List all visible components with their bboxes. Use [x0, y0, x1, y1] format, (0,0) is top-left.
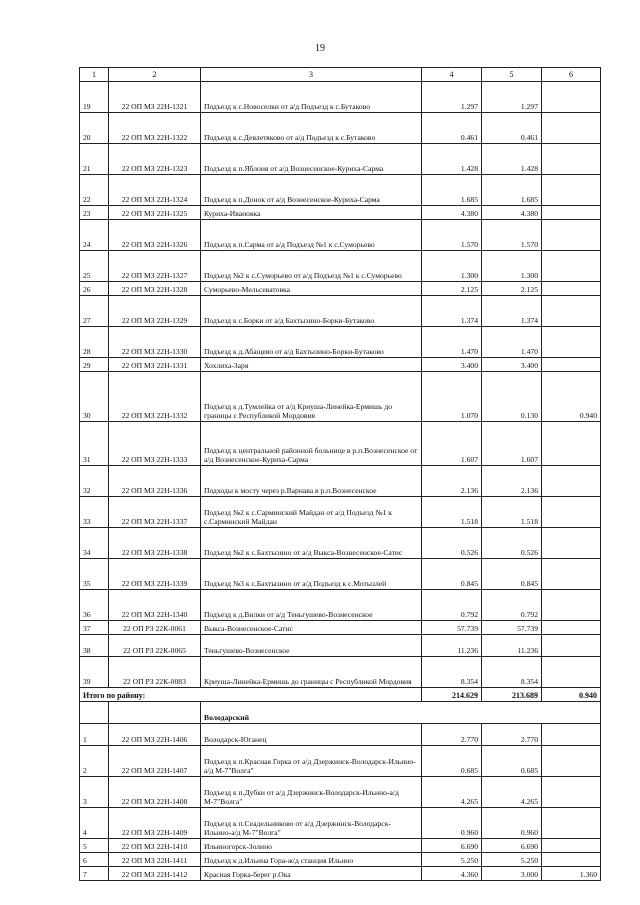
length-col6: [542, 559, 601, 590]
row-number: 7: [80, 867, 109, 881]
district-heading: Володарский: [201, 702, 601, 724]
row-number: 1: [80, 724, 109, 746]
length-total: 1.374: [422, 296, 482, 327]
road-name: Подходы к мосту через р.Варнава в р.п.Вознесенское: [201, 466, 422, 497]
roads-table: [79, 67, 601, 881]
length-col5: 11.236: [482, 635, 542, 657]
length-col5: 8.354: [482, 657, 542, 688]
road-id: 22 ОП МЗ 22Н-1340: [109, 590, 201, 621]
length-col6: [542, 853, 601, 867]
table-row: [80, 724, 601, 746]
page-number: 19: [315, 43, 325, 54]
length-col5: 1.297: [482, 82, 542, 113]
table-row: [80, 746, 601, 777]
length-col5: 1.300: [482, 251, 542, 282]
road-id: 22 ОП МЗ 22Н-1331: [109, 358, 201, 372]
road-id: 22 ОП МЗ 22Н-1329: [109, 296, 201, 327]
row-number: 3: [80, 777, 109, 808]
road-name: Выкса-Вознесенское-Сатис: [201, 621, 422, 635]
length-total: 3.400: [422, 358, 482, 372]
length-total: 1.518: [422, 497, 482, 528]
road-name: Подъезд к с.Девлетяково от а/д Подъезд к с.Бутаково: [201, 113, 422, 144]
length-total: 6.690: [422, 839, 482, 853]
length-col5: 0.845: [482, 559, 542, 590]
length-col6: [542, 808, 601, 839]
length-col5: 0.461: [482, 113, 542, 144]
road-name: Подъезд к п.Дубки от а/д Дзержинск-Володарск-Ильино-а/д М-7"Волга": [201, 777, 422, 808]
length-col5: 57.739: [482, 621, 542, 635]
road-name: Подъезд №2 к с.Сарминский Майдан от а/д Подъезд №1 к с.Сарминский Майдан: [201, 497, 422, 528]
road-name: Подъезд к д.Вилки от а/д Теньгушево-Вознесенское: [201, 590, 422, 621]
length-col6: [542, 746, 601, 777]
road-id: 22 ОП МЗ 22Н-1321: [109, 82, 201, 113]
length-col6: [542, 144, 601, 175]
road-id: 22 ОП РЗ 22К-0065: [109, 635, 201, 657]
row-number: 22: [80, 175, 109, 206]
length-col6: [542, 839, 601, 853]
length-col6: [542, 175, 601, 206]
length-col5: 2.136: [482, 466, 542, 497]
length-col6: [542, 220, 601, 251]
length-col6: [542, 296, 601, 327]
road-id: 22 ОП МЗ 22Н-1406: [109, 724, 201, 746]
road-id: 22 ОП РЗ 22К-0083: [109, 657, 201, 688]
row-number: 38: [80, 635, 109, 657]
length-col5: 0.526: [482, 528, 542, 559]
road-id: 22 ОП МЗ 22Н-1337: [109, 497, 201, 528]
length-col5: 0.130: [482, 372, 542, 422]
length-col5: 6.690: [482, 839, 542, 853]
table-row: [80, 206, 601, 220]
length-col6: [542, 282, 601, 296]
length-col6: [542, 635, 601, 657]
length-col5: 1.374: [482, 296, 542, 327]
length-col5: 2.770: [482, 724, 542, 746]
row-number: 25: [80, 251, 109, 282]
district-total-label: Итого по району:: [80, 688, 422, 702]
road-name: Суморьево-Мельсеватовка: [201, 282, 422, 296]
road-id: 22 ОП МЗ 22Н-1323: [109, 144, 201, 175]
length-total: 8.354: [422, 657, 482, 688]
road-id: 22 ОП МЗ 22Н-1326: [109, 220, 201, 251]
length-total: 1.070: [422, 372, 482, 422]
length-total: 4.380: [422, 206, 482, 220]
length-col6: [542, 206, 601, 220]
length-col6: [542, 327, 601, 358]
length-col6: [542, 590, 601, 621]
table-row: [80, 113, 601, 144]
table-row: [80, 372, 601, 422]
road-name: Ильиногорск-Золино: [201, 839, 422, 853]
row-number: 5: [80, 839, 109, 853]
column-header: 1: [80, 68, 109, 82]
length-col6: [542, 528, 601, 559]
road-id: 22 ОП МЗ 22Н-1324: [109, 175, 201, 206]
table-row: [80, 853, 601, 867]
table-row: [80, 327, 601, 358]
length-col6: 0.940: [542, 372, 601, 422]
length-col6: [542, 497, 601, 528]
length-col6: [542, 113, 601, 144]
row-number: 35: [80, 559, 109, 590]
length-total: 0.461: [422, 113, 482, 144]
road-id: 22 ОП МЗ 22Н-1411: [109, 853, 201, 867]
length-col6: 1.360: [542, 867, 601, 881]
table-row: [80, 635, 601, 657]
table-row: [80, 621, 601, 635]
length-col5: 1.518: [482, 497, 542, 528]
row-number: 33: [80, 497, 109, 528]
row-number: 2: [80, 746, 109, 777]
row-number: 37: [80, 621, 109, 635]
table-row: [80, 497, 601, 528]
length-col6: [542, 724, 601, 746]
road-name: Подъезд к п.Красная Горка от а/д Дзержинск-Володарск-Ильино-а/д М-7"Волга": [201, 746, 422, 777]
row-number: 21: [80, 144, 109, 175]
road-id: 22 ОП МЗ 22Н-1328: [109, 282, 201, 296]
length-total: 11.236: [422, 635, 482, 657]
row-number: 27: [80, 296, 109, 327]
road-name: Подъезд к с.Новоселки от а/д Подъезд к с.Бутаково: [201, 82, 422, 113]
road-name: Подъезд к центральной районной больнице в р.п.Вознесенское от а/д Вознесенское-Куриха-Сарма: [201, 422, 422, 466]
road-id: 22 ОП МЗ 22Н-1407: [109, 746, 201, 777]
length-col6: [542, 358, 601, 372]
column-header: 6: [542, 68, 601, 82]
road-name: Подъезд к д.Абащево от а/д Бахтызино-Борки-Бутаково: [201, 327, 422, 358]
table-row: [80, 422, 601, 466]
road-id: 22 ОП МЗ 22Н-1325: [109, 206, 201, 220]
row-number: 19: [80, 82, 109, 113]
length-total: 1.297: [422, 82, 482, 113]
length-total: 5.250: [422, 853, 482, 867]
length-col5: 1.470: [482, 327, 542, 358]
table-header-row: [80, 68, 601, 82]
road-name: Подъезд №2 к с.Суморьево от а/д Подъезд №1 к с.Суморьево: [201, 251, 422, 282]
length-col5: 0.792: [482, 590, 542, 621]
table-row: [80, 839, 601, 853]
road-id: 22 ОП РЗ 22К-0061: [109, 621, 201, 635]
road-name: Подъезд к п.Донок от а/д Вознесенское-Куриха-Сарма: [201, 175, 422, 206]
table-row: [80, 282, 601, 296]
road-name: Хохлиха-Заря: [201, 358, 422, 372]
length-col5: 1.607: [482, 422, 542, 466]
row-number: 34: [80, 528, 109, 559]
row-number: 20: [80, 113, 109, 144]
row-number: 28: [80, 327, 109, 358]
road-name: Подъезд к п.Сарма от а/д Подъезд №1 к с.Суморьево: [201, 220, 422, 251]
length-col5: 4.265: [482, 777, 542, 808]
length-total: 1.570: [422, 220, 482, 251]
road-id: 22 ОП МЗ 22Н-1408: [109, 777, 201, 808]
row-number: 30: [80, 372, 109, 422]
table-row: [80, 175, 601, 206]
length-total: 0.960: [422, 808, 482, 839]
length-col6: [542, 251, 601, 282]
length-col5: 1.570: [482, 220, 542, 251]
row-number: 36: [80, 590, 109, 621]
column-header: 2: [109, 68, 201, 82]
length-col5: 0.960: [482, 808, 542, 839]
road-id: 22 ОП МЗ 22Н-1330: [109, 327, 201, 358]
length-col6: [542, 422, 601, 466]
road-id: 22 ОП МЗ 22Н-1332: [109, 372, 201, 422]
length-total: 4.360: [422, 867, 482, 881]
length-total: 57.739: [422, 621, 482, 635]
table-row: [80, 657, 601, 688]
length-col6: [542, 82, 601, 113]
road-id: 22 ОП МЗ 22Н-1339: [109, 559, 201, 590]
length-col5: 2.125: [482, 282, 542, 296]
table-row: [80, 590, 601, 621]
table-row: [80, 808, 601, 839]
road-name: Красная Горка-берег р.Ока: [201, 867, 422, 881]
row-number: 4: [80, 808, 109, 839]
road-name: Криуша-Линейка-Ермишь до границы с Республикой Мордовия: [201, 657, 422, 688]
table-row: [80, 144, 601, 175]
row-number: 24: [80, 220, 109, 251]
length-col5: 3.000: [482, 867, 542, 881]
road-name: Подъезд к п.Яблоня от а/д Вознесенское-Куриха-Сарма: [201, 144, 422, 175]
length-col6: [542, 621, 601, 635]
length-total: 2.136: [422, 466, 482, 497]
road-name: Володарск-Юганец: [201, 724, 422, 746]
table-row: [80, 358, 601, 372]
length-col5: 4.380: [482, 206, 542, 220]
road-id: 22 ОП МЗ 22Н-1322: [109, 113, 201, 144]
road-id: 22 ОП МЗ 22Н-1412: [109, 867, 201, 881]
length-total: 1.607: [422, 422, 482, 466]
column-header: 4: [422, 68, 482, 82]
table-row: [80, 466, 601, 497]
table-row: [80, 559, 601, 590]
length-col5: 1.428: [482, 144, 542, 175]
length-total: 1.685: [422, 175, 482, 206]
length-total: 0.792: [422, 590, 482, 621]
road-name: Подъезд к п.Сеадельниково от а/д Дзержинск-Володарск-Ильино-а/д М-7"Волга": [201, 808, 422, 839]
column-header: 3: [201, 68, 422, 82]
road-name: Подъезд к д.Тумлейка от а/д Криуша-Линейка-Ермишь до границы с Республикой Мордовия: [201, 372, 422, 422]
length-col6: [542, 657, 601, 688]
row-number: 6: [80, 853, 109, 867]
length-col5: 5.250: [482, 853, 542, 867]
road-id: 22 ОП МЗ 22Н-1409: [109, 808, 201, 839]
row-number: 29: [80, 358, 109, 372]
table-row: [80, 220, 601, 251]
length-total: 2.125: [422, 282, 482, 296]
table-row: [80, 867, 601, 881]
road-id: 22 ОП МЗ 22Н-1327: [109, 251, 201, 282]
length-total: 0.845: [422, 559, 482, 590]
row-number: 26: [80, 282, 109, 296]
district-total-row: [80, 688, 601, 702]
road-name: Подъезд №2 к с.Бахтызино от а/д Выкса-Вознесенское-Сатис: [201, 528, 422, 559]
table-row: [80, 777, 601, 808]
district-total-col4: 214.629: [422, 688, 482, 702]
road-id: 22 ОП МЗ 22Н-1333: [109, 422, 201, 466]
district-heading-row: [80, 702, 601, 724]
length-col5: 0.685: [482, 746, 542, 777]
table-row: [80, 82, 601, 113]
row-number: 39: [80, 657, 109, 688]
table-row: [80, 296, 601, 327]
length-total: 1.470: [422, 327, 482, 358]
road-id: 22 ОП МЗ 22Н-1338: [109, 528, 201, 559]
road-name: Теньгушево-Вознесенское: [201, 635, 422, 657]
length-col5: 1.685: [482, 175, 542, 206]
district-total-col5: 213.689: [482, 688, 542, 702]
length-total: 0.526: [422, 528, 482, 559]
road-id: 22 ОП МЗ 22Н-1410: [109, 839, 201, 853]
road-name: Подъезд к д.Ильина Гора-ж/д станция Ильино: [201, 853, 422, 867]
length-total: 2.770: [422, 724, 482, 746]
road-name: Подъезд к с.Борки от а/д Бахтызино-Борки-Бутаково: [201, 296, 422, 327]
length-total: 1.428: [422, 144, 482, 175]
road-name: Подъезд №3 к с.Бахтызино от а/д Подъезд к с.Мотызлей: [201, 559, 422, 590]
row-number: 31: [80, 422, 109, 466]
row-number: 23: [80, 206, 109, 220]
district-total-col6: 0.940: [542, 688, 601, 702]
length-total: 4.265: [422, 777, 482, 808]
road-name: Куриха-Ивановка: [201, 206, 422, 220]
row-number: 32: [80, 466, 109, 497]
table-row: [80, 528, 601, 559]
length-col6: [542, 777, 601, 808]
table-row: [80, 251, 601, 282]
road-id: 22 ОП МЗ 22Н-1336: [109, 466, 201, 497]
length-total: 0.685: [422, 746, 482, 777]
length-total: 1.300: [422, 251, 482, 282]
length-col6: [542, 466, 601, 497]
column-header: 5: [482, 68, 542, 82]
length-col5: 3.400: [482, 358, 542, 372]
